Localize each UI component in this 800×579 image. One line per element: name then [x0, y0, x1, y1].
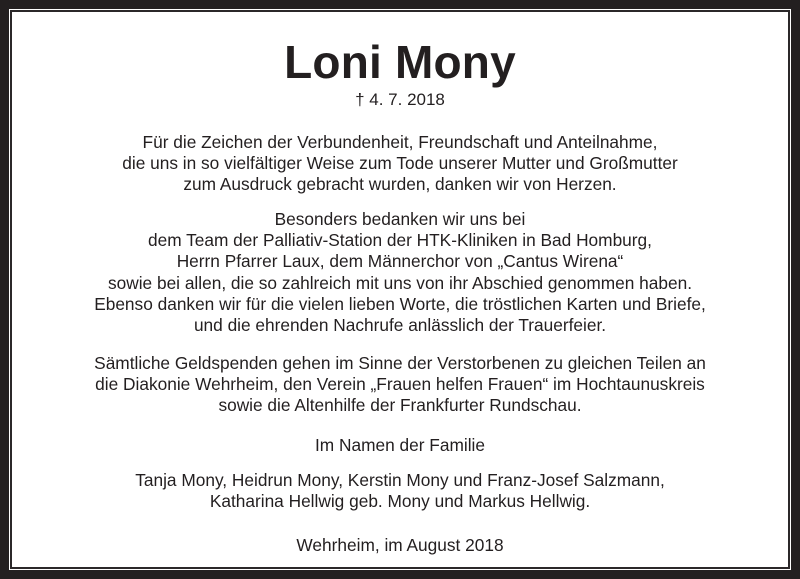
text-line: Katharina Hellwig geb. Mony und Markus Hellwig. [209, 491, 591, 512]
thanks-paragraph [12, 132, 788, 196]
death-date: † 4. 7. 2018 [355, 90, 445, 109]
text-line: Für die Zeichen der Verbundenheit, Freundschaft und Anteilnahme, [142, 132, 658, 152]
signers-list [12, 470, 788, 512]
text-line: zum Ausdruck gebracht wurden, danken wir von Herzen. [183, 174, 617, 195]
obituary-notice [12, 12, 788, 567]
family-closing: Im Namen der Familie [315, 435, 485, 455]
text-line: Ebenso danken wir für die vielen lieben Worte, die tröstlichen Karten und Briefe, [94, 293, 706, 314]
text-line: Tanja Mony, Heidrun Mony, Kerstin Mony und Franz-Josef Salzmann, [135, 470, 665, 490]
text-line: dem Team der Palliativ-Station der HTK-Kliniken in Bad Homburg, [148, 230, 652, 251]
text-line: sowie bei allen, die so zahlreich mit uns von ihr Abschied genommen haben. [107, 272, 693, 293]
place-and-date: Wehrheim, im August 2018 [296, 535, 504, 555]
text-line: sowie die Altenhilfe der Frankfurter Rundschau. [218, 395, 582, 416]
text-line: die Diakonie Wehrheim, den Verein „Frauen helfen Frauen“ im Hochtaunuskreis [95, 374, 705, 395]
text-line: Sämtliche Geldspenden gehen im Sinne der Verstorbenen zu gleichen Teilen an [94, 353, 706, 373]
text-line: und die ehrenden Nachrufe anlässlich der Trauerfeier. [193, 315, 607, 336]
text-line: Herrn Pfarrer Laux, dem Männerchor von „Cantus Wirena“ [176, 251, 624, 272]
text-line: Besonders bedanken wir uns bei [274, 209, 526, 229]
donations-paragraph [12, 353, 788, 417]
special-thanks-paragraph [12, 209, 788, 336]
text-line: die uns in so vielfältiger Weise zum Tode unserer Mutter und Großmutter [122, 153, 678, 174]
deceased-name: Loni Mony [284, 36, 516, 88]
